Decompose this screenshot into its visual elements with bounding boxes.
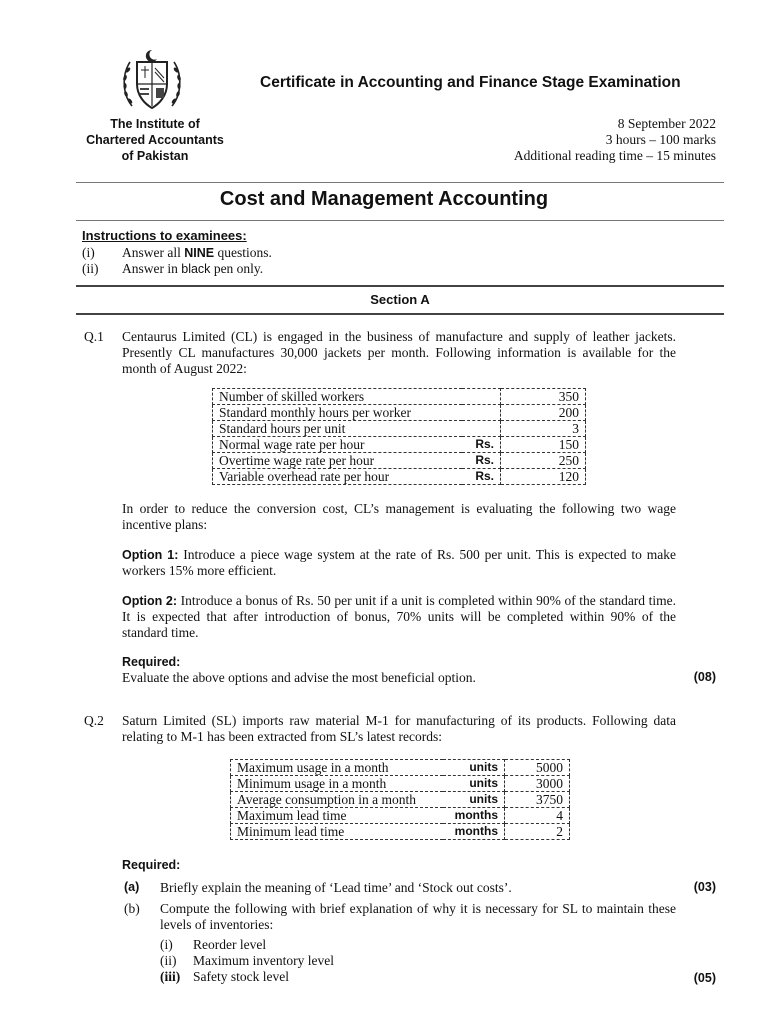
instructions-heading: Instructions to examinees:	[82, 228, 247, 243]
marks: (05)	[693, 971, 716, 985]
instruction-number: (ii)	[82, 261, 99, 276]
part-label: (a)	[124, 880, 140, 894]
row-value: 3750	[505, 792, 570, 808]
table-row	[231, 808, 570, 824]
table-row	[213, 421, 586, 437]
institute-name	[80, 116, 230, 164]
table-row	[213, 453, 586, 469]
divider	[76, 220, 724, 221]
row-label: Normal wage rate per hour	[213, 437, 463, 453]
row-value: 150	[501, 437, 586, 453]
sub-item-text: Maximum inventory level	[193, 953, 334, 968]
part-text: Briefly explain the meaning of ‘Lead time’ and ‘Stock out costs’.	[160, 880, 512, 895]
instruction-emphasis: black	[181, 262, 211, 276]
sub-item-text: Safety stock level	[193, 969, 289, 984]
instruction-text: questions.	[214, 245, 272, 260]
row-value: 350	[501, 389, 586, 405]
table-row	[231, 792, 570, 808]
row-unit: Rs.	[462, 453, 500, 469]
row-label: Variable overhead rate per hour	[213, 469, 463, 485]
row-value: 2	[505, 824, 570, 840]
row-label: Maximum lead time	[231, 808, 443, 824]
option-text: Introduce a bonus of Rs. 50 per unit if a unit is completed within 90% of the standard time. It is expected that after introduction of bonus, 70% units will be completed within 90% of the standard time.	[122, 593, 676, 640]
marks: (03)	[693, 880, 716, 894]
table-row	[213, 405, 586, 421]
option-2	[122, 593, 676, 641]
institute-line: The Institute of	[110, 117, 200, 131]
divider	[76, 182, 724, 183]
divider	[76, 313, 724, 315]
divider	[76, 285, 724, 287]
instruction-item	[82, 245, 272, 261]
row-value: 250	[501, 453, 586, 469]
q2-data-table	[230, 759, 570, 840]
row-label: Minimum usage in a month	[231, 776, 443, 792]
row-value: 3000	[505, 776, 570, 792]
row-label: Number of skilled workers	[213, 389, 463, 405]
sub-item-number: (i)	[160, 937, 173, 952]
table-row	[213, 389, 586, 405]
exam-date: 8 September 2022	[617, 116, 716, 131]
row-unit: Rs.	[462, 469, 500, 485]
option-1	[122, 547, 676, 579]
row-unit: units	[443, 760, 505, 776]
part-label: (b)	[124, 901, 140, 916]
sub-item-number: (ii)	[160, 953, 177, 968]
icap-logo	[118, 48, 186, 116]
row-label: Overtime wage rate per hour	[213, 453, 463, 469]
institute-line: Chartered Accountants	[86, 133, 224, 147]
row-label: Minimum lead time	[231, 824, 443, 840]
row-value: 4	[505, 808, 570, 824]
sub-item-number: (iii)	[160, 969, 181, 984]
institute-line: of Pakistan	[121, 149, 189, 163]
row-value: 200	[501, 405, 586, 421]
row-unit	[462, 405, 500, 421]
question-text: In order to reduce the conversion cost, CL’s management is evaluating the following two wage incentive plans:	[122, 501, 676, 532]
row-unit: units	[443, 792, 505, 808]
exam-title: Certificate in Accounting and Finance Stage Examination	[260, 74, 681, 91]
table-row	[213, 437, 586, 453]
row-unit: units	[443, 776, 505, 792]
row-unit	[462, 389, 500, 405]
exam-duration: 3 hours – 100 marks	[605, 132, 716, 147]
row-label: Standard hours per unit	[213, 421, 463, 437]
question-intro: Centaurus Limited (CL) is engaged in the business of manufacture and supply of leather jackets. Presently CL manufactures 30,000 jackets per month. Following information is available for the month of August 2022:	[122, 329, 676, 376]
table-row	[231, 760, 570, 776]
row-value: 3	[501, 421, 586, 437]
sub-item-text: Reorder level	[193, 937, 267, 952]
row-label: Average consumption in a month	[231, 792, 443, 808]
marks: (08)	[693, 670, 716, 684]
instruction-emphasis: NINE	[184, 246, 215, 260]
row-unit: Rs.	[462, 437, 500, 453]
section-title: Section A	[370, 292, 430, 307]
row-label: Maximum usage in a month	[231, 760, 443, 776]
option-label: Option 1:	[122, 548, 179, 562]
required-label: Required:	[122, 858, 181, 872]
row-label: Standard monthly hours per worker	[213, 405, 463, 421]
row-unit: months	[443, 824, 505, 840]
part-text: Compute the following with brief explanation of why it is necessary for SL to maintain these levels of inventories:	[160, 901, 676, 932]
instruction-text: pen only.	[210, 261, 264, 276]
row-unit	[462, 421, 500, 437]
paper-title: Cost and Management Accounting	[219, 188, 549, 210]
table-row	[213, 469, 586, 485]
option-label: Option 2:	[122, 594, 178, 608]
q1-data-table	[212, 388, 586, 485]
row-value: 120	[501, 469, 586, 485]
row-value: 5000	[505, 760, 570, 776]
reading-time: Additional reading time – 15 minutes	[513, 148, 716, 163]
required-text: Evaluate the above options and advise the most beneficial option.	[122, 670, 476, 685]
question-number: Q.1	[84, 329, 104, 344]
question-number: Q.2	[84, 713, 104, 728]
table-row	[231, 824, 570, 840]
instruction-number: (i)	[82, 245, 95, 260]
instruction-text: Answer all	[122, 245, 185, 260]
question-intro: Saturn Limited (SL) imports raw material M-1 for manufacturing of its products. Following data relating to M-1 has been extracted from SL’s latest records:	[122, 713, 676, 744]
instruction-text: Answer in	[122, 261, 182, 276]
row-unit: months	[443, 808, 505, 824]
required-label: Required:	[122, 655, 181, 669]
option-text: Introduce a piece wage system at the rate of Rs. 500 per unit. This is expected to make workers 15% more efficient.	[122, 547, 676, 578]
table-row	[231, 776, 570, 792]
exam-info	[514, 116, 716, 164]
instruction-item	[82, 261, 263, 277]
